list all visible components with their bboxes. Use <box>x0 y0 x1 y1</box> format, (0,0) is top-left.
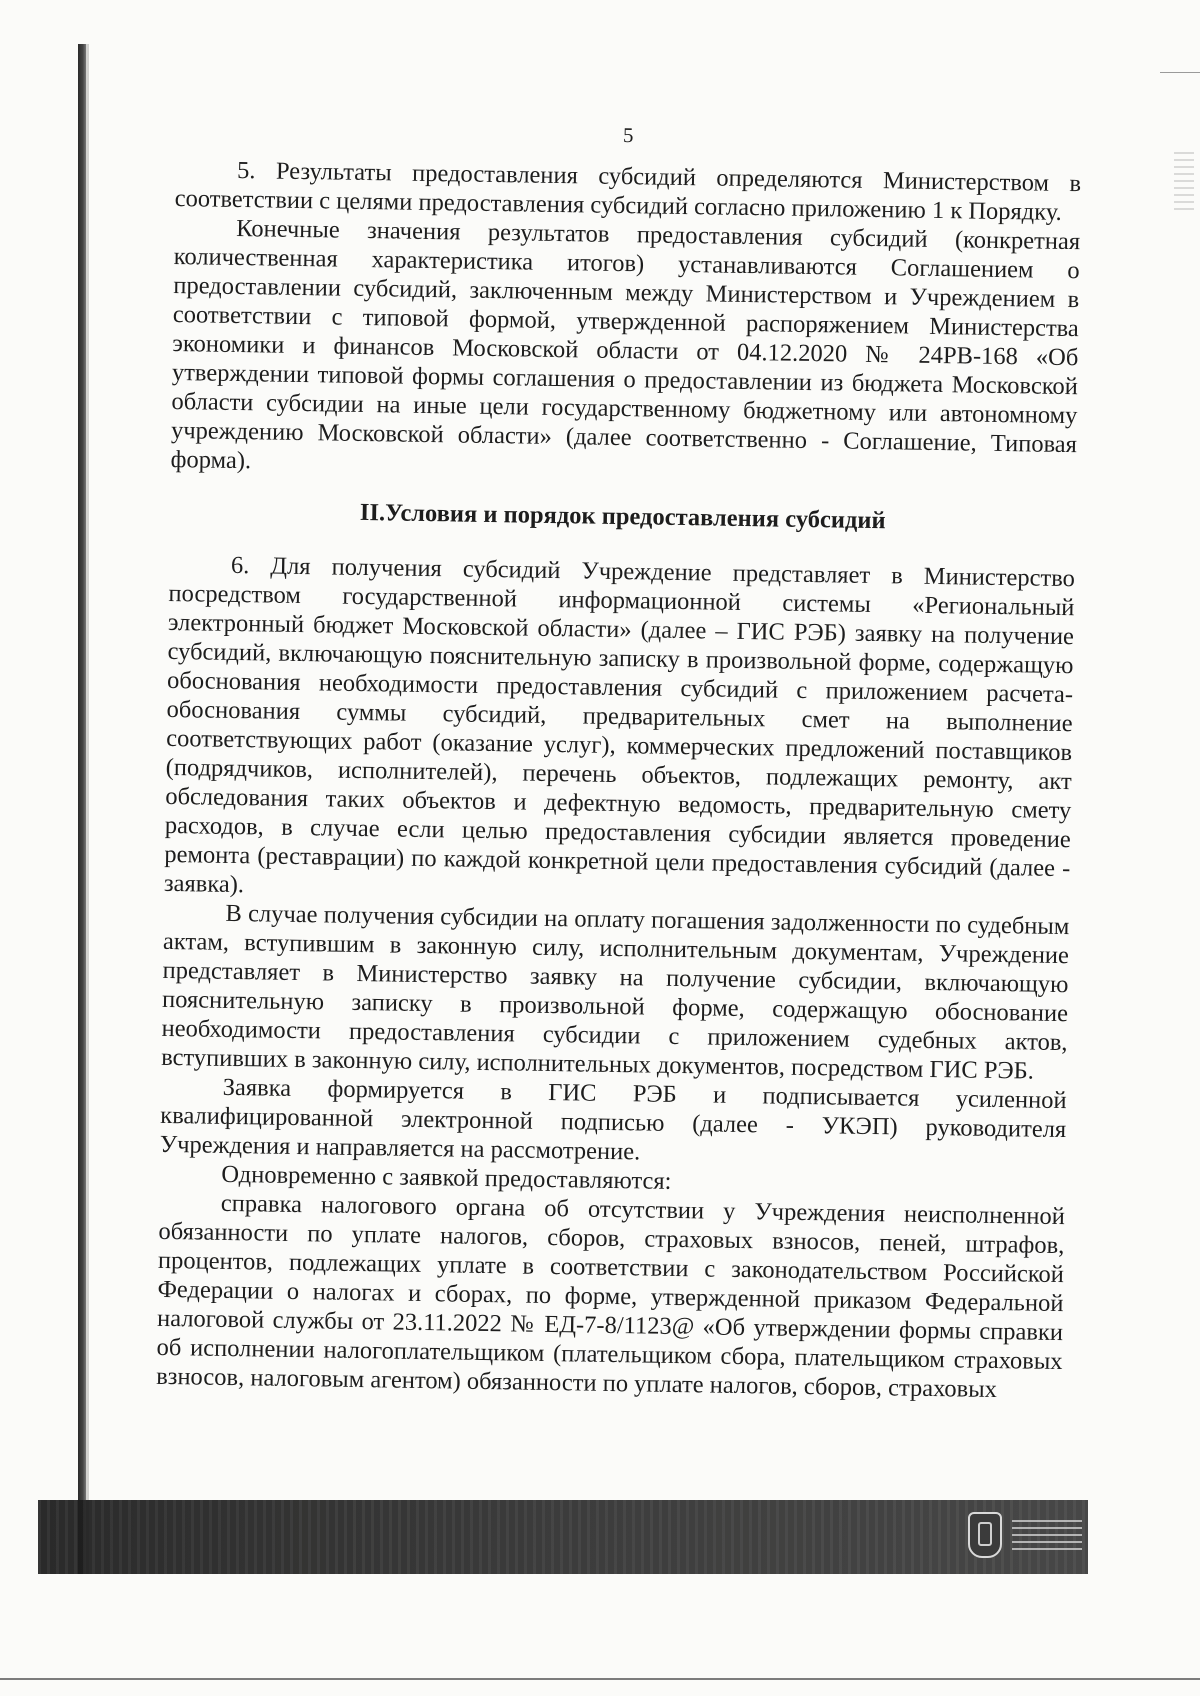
paragraph-simultaneously: Одновременно с заявкой предоставляются: <box>221 1160 672 1195</box>
page-bottom-edge <box>0 1678 1200 1680</box>
paragraph-6-application: 6. Для получения субсидий Учреждение представляет в Министерство посредством государственной информационной системы «Региональный электронный бюджет Московской области» (далее – ГИС РЭБ) заявку на получение субсидий, включающую пояснительную записку в произвольной форме, содержащую обоснования необходимости предоставления субсидий с приложением расчета-обоснования суммы субсидий, предварительных смет на выполнение соответствующих работ (оказание услуг), коммерческих предложений поставщиков (подрядчиков, исполнителей), перечень объектов, подлежащих ремонту, акт обследования таких объектов и дефектную ведомость, предварительную смету расходов, в случае если целью предоставления субсидии является проведение ремонта (реставрации) по каждой конкретной цели предоставления субсидий (далее - заявка). <box>163 551 1076 899</box>
binding-edge <box>78 44 86 1574</box>
coat-of-arms-icon <box>968 1512 1002 1558</box>
paragraph-5-results: 5. Результаты предоставления субсидий определяются Министерством в соответствии с целями предоставления субсидий согласно приложению 1 к Порядку. <box>174 156 1082 226</box>
page-number: 5 <box>622 123 635 148</box>
binding-edge-shadow <box>86 44 89 1574</box>
scan-mark <box>1160 72 1200 73</box>
scan-noise <box>1174 150 1194 210</box>
footer-stamp-text <box>1012 1520 1082 1550</box>
paragraph-tax-certificate: справка налогового органа об отсутствии у Учреждения неисполненной обязанности по уплате налогов, сборов, страховых взносов, пеней, штрафов, процентов, подлежащих уплате в соответствии с законодательством Российской Федерации о налогах и сборах, по форме, утвержденной приказом Федеральной налоговой службы от 23.11.2022 № ЕД-7-8/1123@ «Об утверждении формы справки об исполнении налогоплательщиком (плательщиком сбора, плательщиком страховых взносов, налоговым агентом) обязанности по уплате налогов, сборов, страховых <box>155 1189 1066 1404</box>
paragraph-final-values: Конечные значения результатов предоставления субсидий (конкретная количественная характеристика итогов) устанавливаются Соглашением о предоставлении субсидий, заключенным между Министерством и Учреждением в соответствии с типовой формой, утвержденной распоряжением Министерства экономики и финансов Московской области от 04.12.2020 № 24РВ-168 «Об утверждении типовой формы соглашения о предоставлении из бюджета Московской области субсидии на иные цели государственному бюджетному или автономному учреждению Московской области» (далее соответственно - Соглашение, Типовая форма). <box>170 214 1081 475</box>
paragraph-signing: Заявка формируется в ГИС РЭБ и подписывается усиленной квалифицированной электронной подписью (далее - УКЭП) руководителя Учреждения и направляется на рассмотрение. <box>159 1073 1067 1166</box>
section-heading: II.Условия и порядок предоставления субсидий <box>359 498 886 535</box>
document-body <box>156 116 1082 1405</box>
scan-bottom-band <box>38 1500 1088 1574</box>
paragraph-court-debt: В случае получения субсидии на оплату погашения задолженности по судебным актам, вступившим в законную силу, исполнительным документам, Учреждение представляет в Министерство заявку на получение субсидии, включающую пояснительную записку в произвольной форме, содержащую обоснование необходимости предоставления субсидии с приложением судебных актов, вступивших в законную силу, исполнительных документов, посредством ГИС РЭБ. <box>160 899 1070 1085</box>
